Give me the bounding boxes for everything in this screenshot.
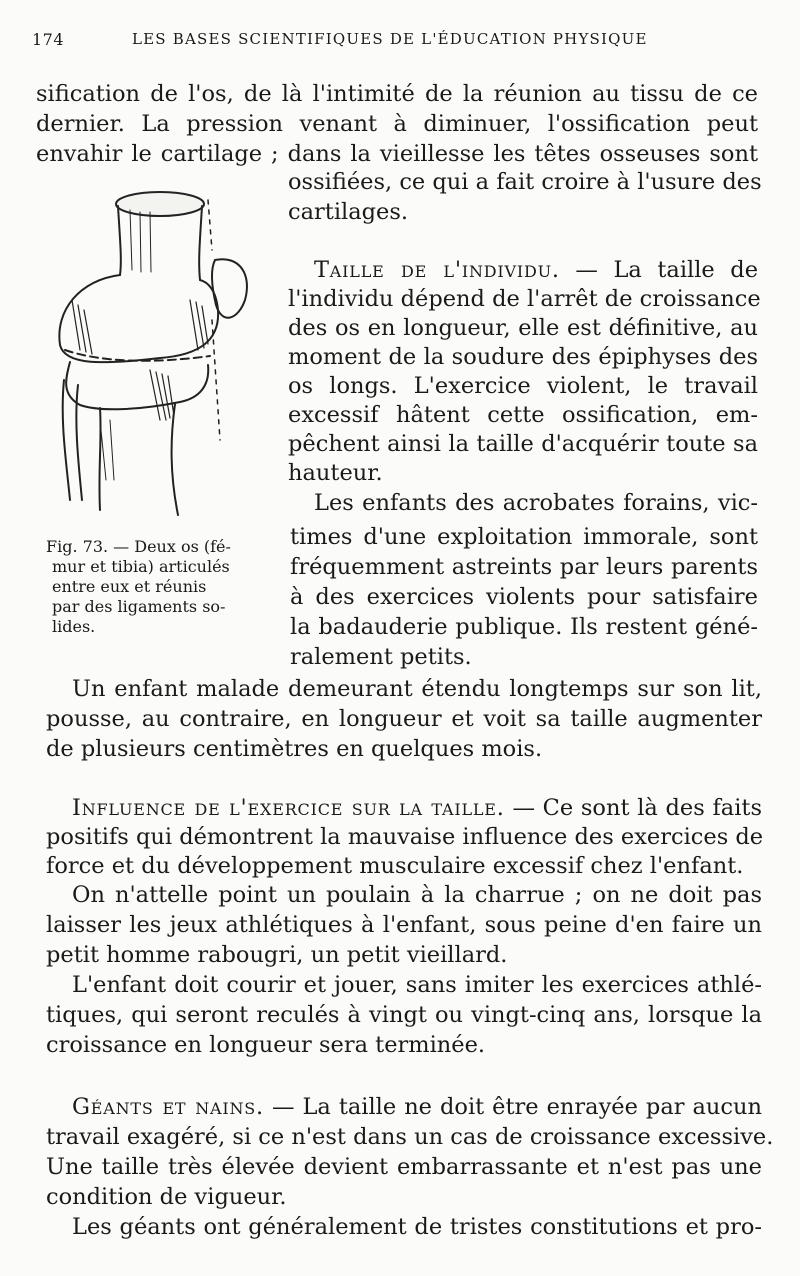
text-line: croissance en longueur sera terminée. xyxy=(46,1032,486,1058)
text-line: times d'une exploitation immorale, sont xyxy=(290,524,758,550)
running-header xyxy=(32,30,760,60)
text-line: os longs. L'exercice violent, le travail xyxy=(288,373,758,399)
text-line: laisser les jeux athlétiques à l'enfant, sous peine d'en faire un xyxy=(46,912,762,938)
text-line: condition de vigueur. xyxy=(46,1184,287,1210)
text-line: la badauderie publique. Ils restent géné- xyxy=(290,614,758,640)
text-line: On n'attelle point un poulain à la charrue ; on ne doit pas xyxy=(72,882,762,908)
text-line: dernier. La pression venant à diminuer, l'ossification peut xyxy=(36,111,758,137)
text-line: hauteur. xyxy=(288,460,383,486)
text-line: fréquemment astreints par leurs parents xyxy=(290,554,758,580)
figure-caption-line: par des ligaments so- xyxy=(52,597,226,616)
knee-joint-illustration xyxy=(40,180,260,525)
text-line: tiques, qui seront reculés à vingt ou vingt-cinq ans, lorsque la xyxy=(46,1002,762,1028)
text-line: sification de l'os, de là l'intimité de la réunion au tissu de ce xyxy=(36,81,758,107)
running-title: LES BASES SCIENTIFIQUES DE L'ÉDUCATION PHYSIQUE xyxy=(132,30,648,48)
text-line: moment de la soudure des épiphyses des xyxy=(288,344,758,370)
text-line: Les géants ont généralement de tristes constitutions et pro- xyxy=(72,1214,762,1240)
section-geants-first-line: Géants et nains. — La taille ne doit être enrayée par aucun xyxy=(72,1094,762,1120)
text-line: Un enfant malade demeurant étendu longtemps sur son lit, xyxy=(72,676,762,702)
text-line: pêchent ainsi la taille d'acquérir toute sa xyxy=(288,431,758,457)
section-heading-taille: Taille de l'individu. xyxy=(314,257,560,283)
text-line: L'enfant doit courir et jouer, sans imiter les exercices athlé- xyxy=(72,972,762,998)
text-line: des os en longueur, elle est définitive, au xyxy=(288,315,758,341)
figure-caption-line: lides. xyxy=(52,617,96,636)
text-line: excessif hâtent cette ossification, em- xyxy=(288,402,758,428)
text-line: ossifiées, ce qui a fait croire à l'usure des xyxy=(288,169,762,195)
text-line: l'individu dépend de l'arrêt de croissance xyxy=(288,286,761,312)
section-heading-geants: Géants et nains. xyxy=(72,1094,264,1120)
text-line: pousse, au contraire, en longueur et voit sa taille augmenter xyxy=(46,706,762,732)
text-line: de plusieurs centimètres en quelques mois. xyxy=(46,736,543,762)
figure-caption-line: mur et tibia) articulés xyxy=(52,557,230,576)
text-line: force et du développement musculaire excessif chez l'enfant. xyxy=(46,853,744,879)
text-line: Une taille très élevée devient embarrassante et n'est pas une xyxy=(46,1154,762,1180)
figure-caption-line: entre eux et réunis xyxy=(52,577,207,596)
text-line: positifs qui démontrent la mauvaise influence des exercices de xyxy=(46,824,764,850)
text-line: petit homme rabougri, un petit vieillard. xyxy=(46,942,508,968)
figure-femur-tibia xyxy=(40,180,260,525)
section-taille-first-line: Taille de l'individu. — La taille de xyxy=(314,257,759,283)
text-line: envahir le cartilage ; dans la vieillesse les têtes osseuses sont xyxy=(36,141,758,167)
section-heading-influence: Influence de l'exercice sur la taille. xyxy=(72,795,505,821)
text-line: travail exagéré, si ce n'est dans un cas de croissance excessive. xyxy=(46,1124,774,1150)
page-number: 174 xyxy=(32,30,65,49)
text-line: Les enfants des acrobates forains, vic- xyxy=(314,490,758,516)
text-line: ralement petits. xyxy=(290,644,472,670)
figure-caption-line: Fig. 73. — Deux os (fé- xyxy=(46,537,231,556)
text-line: à des exercices violents pour satisfaire xyxy=(290,584,758,610)
text-line: cartilages. xyxy=(288,199,409,225)
section-influence-first-line: Influence de l'exercice sur la taille. — Ce sont là des faits xyxy=(72,795,762,821)
